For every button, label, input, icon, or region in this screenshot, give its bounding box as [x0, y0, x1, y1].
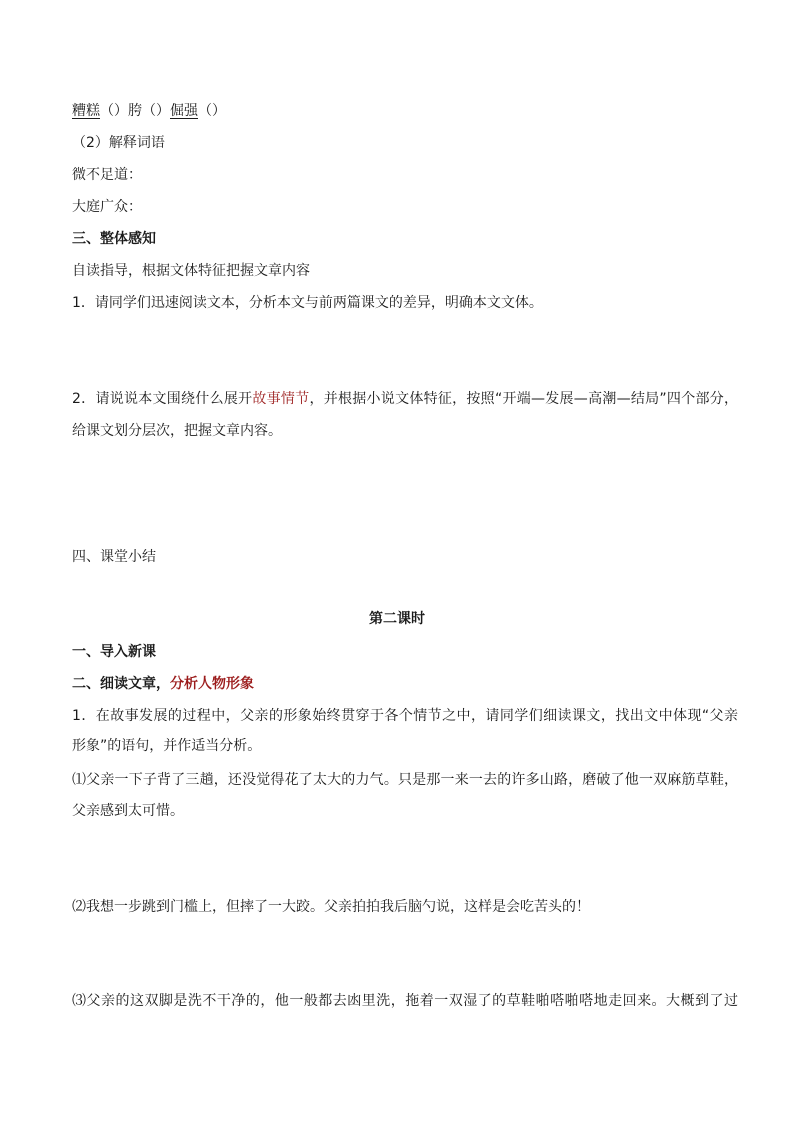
question-1: 1．请同学们迅速阅读文本，分析本文与前两篇课文的差异，明确本文文体。: [72, 295, 543, 311]
reading-guide: 自读指导，根据文体特征把握文章内容: [72, 263, 310, 279]
q2-text-before: 2．请说说本文围绕什么展开: [72, 391, 253, 407]
question-2-line-2: 给课文划分层次，把握文章内容。: [72, 423, 282, 439]
item-1-line-1: ⑴父亲一下子背了三趟，还没觉得花了太大的力气。只是那一来一去的许多山路，磨破了他一双麻筋草鞋，: [72, 772, 738, 788]
explain-heading: （2）解释词语: [72, 135, 165, 151]
question-2-line-1: [72, 389, 738, 409]
item-2: ⑵我想一步跳到门槛上，但摔了一大跤。父亲拍拍我后脑勺说，这样是会吃苦头的！: [72, 899, 590, 915]
vocab-word-3: 倔强: [170, 103, 198, 119]
section-three-heading: 三、整体感知: [72, 231, 156, 247]
vocab-word-2: 胯: [128, 103, 142, 119]
q2-text-after: ，并根据小说文体特征，按照“开端—发展—高潮—结局”四个部分，: [309, 391, 738, 407]
term-2: 大庭广众：: [72, 199, 142, 215]
lesson-two-title: 第二课时: [369, 611, 425, 627]
item-1-line-2: 父亲感到太可惜。: [72, 803, 184, 819]
part-1-heading: 一、导入新课: [72, 644, 156, 660]
q2-highlight: 故事情节: [252, 391, 310, 407]
blank-2: （）: [142, 103, 170, 119]
part-2-highlight: 分析人物形象: [170, 676, 254, 692]
vocab-line: [72, 101, 738, 121]
section-four-heading: 四、课堂小结: [72, 549, 156, 565]
vocab-word-1: 糟糕: [72, 103, 100, 119]
item-3: ⑶父亲的这双脚是洗不干净的，他一般都去凼里洗，拖着一双湿了的草鞋啪嗒啪嗒地走回来。大概到了过: [72, 993, 738, 1009]
part-2-heading: [72, 674, 738, 694]
blank-1: （）: [100, 103, 128, 119]
blank-3: （）: [198, 103, 226, 119]
lesson-q1-line-1: 1．在故事发展的过程中，父亲的形象始终贯穿于各个情节之中，请同学们细读课文，找出文中体现“父亲: [72, 708, 738, 724]
lesson-q1-line-2: 形象”的语句，并作适当分析。: [72, 738, 262, 754]
term-1: 微不足道：: [72, 167, 142, 183]
part-2-text: 二、细读文章，: [72, 676, 170, 692]
